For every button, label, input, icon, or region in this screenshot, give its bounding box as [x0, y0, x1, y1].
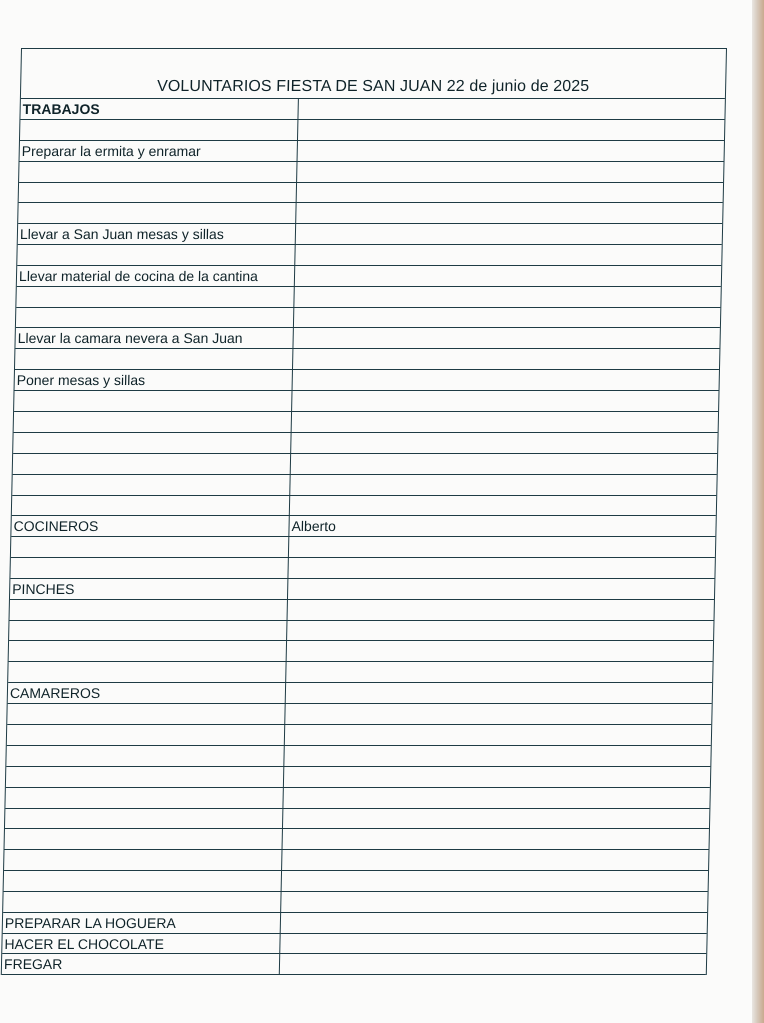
task-cell[interactable]: [14, 391, 292, 411]
volunteer-name-cell[interactable]: [283, 829, 709, 849]
task-cell[interactable]: [11, 537, 289, 557]
table-row: [17, 266, 721, 287]
task-cell[interactable]: TRABAJOS: [20, 99, 298, 119]
table-row: [14, 391, 718, 412]
document-title: VOLUNTARIOS FIESTA DE SAN JUAN 22 de junio de 2025: [156, 78, 590, 95]
volunteer-name-cell[interactable]: [285, 704, 711, 724]
table-row: [16, 308, 720, 329]
table-row: [5, 788, 709, 809]
task-cell[interactable]: CAMAREROS: [8, 683, 286, 703]
volunteer-name-cell[interactable]: [295, 266, 721, 286]
volunteer-name-cell[interactable]: [282, 850, 708, 870]
table-row: [19, 162, 723, 183]
table-row: [4, 871, 708, 892]
task-cell[interactable]: [17, 245, 295, 265]
task-cell[interactable]: PREPARAR LA HOGUERA: [3, 913, 281, 933]
title-row: [21, 49, 726, 99]
table-row: [13, 454, 717, 475]
task-cell[interactable]: [18, 203, 296, 223]
volunteer-name-cell[interactable]: [298, 141, 724, 161]
task-cell[interactable]: [4, 871, 282, 891]
table-row: [6, 746, 710, 767]
table-row: [6, 767, 710, 788]
volunteer-name-cell[interactable]: [296, 224, 722, 244]
task-cell[interactable]: [5, 829, 283, 849]
table-row: [5, 809, 709, 830]
task-cell[interactable]: [6, 746, 284, 766]
volunteer-name-cell[interactable]: [280, 934, 706, 954]
volunteer-name-cell[interactable]: [285, 725, 711, 745]
table-row: [13, 433, 717, 454]
task-cell[interactable]: FREGAR: [2, 954, 280, 974]
task-cell[interactable]: Llevar material de cocina de la cantina: [17, 266, 295, 286]
task-cell[interactable]: [12, 496, 290, 516]
volunteer-name-cell[interactable]: [280, 954, 706, 974]
table-row: [15, 349, 719, 370]
volunteer-name-cell[interactable]: [293, 349, 719, 369]
table-row: [16, 287, 720, 308]
table-row: [20, 141, 724, 162]
task-cell[interactable]: [7, 725, 285, 745]
volunteer-name-cell[interactable]: [294, 308, 720, 328]
volunteer-name-cell[interactable]: [297, 183, 723, 203]
table-row: [3, 892, 707, 913]
volunteer-name-cell[interactable]: [286, 662, 712, 682]
volunteer-name-cell[interactable]: [284, 767, 710, 787]
task-cell[interactable]: [16, 287, 294, 307]
table-row: [9, 641, 713, 662]
volunteer-name-cell[interactable]: [292, 391, 718, 411]
volunteer-name-cell[interactable]: [297, 162, 723, 182]
volunteer-name-cell[interactable]: [283, 788, 709, 808]
task-cell[interactable]: HACER EL CHOCOLATE: [2, 934, 280, 954]
table-body: [2, 99, 725, 975]
volunteer-name-cell[interactable]: [288, 579, 714, 599]
volunteer-name-cell[interactable]: [287, 641, 713, 661]
paper-edge-background: [752, 0, 764, 1023]
table-row: [4, 850, 708, 871]
table-row: [20, 120, 724, 141]
volunteer-name-cell[interactable]: [295, 245, 721, 265]
table-row: [20, 99, 724, 120]
volunteer-table: [1, 48, 727, 975]
task-cell[interactable]: PINCHES: [10, 579, 288, 599]
volunteer-name-cell[interactable]: [283, 809, 709, 829]
volunteer-name-cell[interactable]: [293, 370, 719, 390]
table-row: [11, 537, 715, 558]
table-row: [7, 704, 711, 725]
table-row: [8, 662, 712, 683]
volunteer-name-cell[interactable]: [291, 454, 717, 474]
table-row: [2, 934, 706, 955]
table-row: [2, 954, 706, 975]
table-row: [19, 183, 723, 204]
table-row: [12, 475, 716, 496]
task-cell[interactable]: [20, 120, 298, 140]
task-cell[interactable]: Poner mesas y sillas: [15, 370, 293, 390]
task-cell[interactable]: [19, 162, 297, 182]
task-cell[interactable]: [15, 349, 293, 369]
task-cell[interactable]: [9, 621, 287, 641]
table-row: [3, 913, 707, 934]
task-cell[interactable]: Llevar la camara nevera a San Juan: [15, 328, 293, 348]
volunteer-name-cell[interactable]: Alberto: [291, 518, 337, 535]
task-cell[interactable]: [19, 183, 297, 203]
task-cell[interactable]: [3, 892, 281, 912]
table-row: [18, 203, 722, 224]
task-cell[interactable]: [10, 600, 288, 620]
task-cell[interactable]: [8, 662, 286, 682]
volunteer-name-cell[interactable]: [281, 913, 707, 933]
task-cell[interactable]: [13, 433, 291, 453]
volunteer-name-cell[interactable]: [298, 99, 724, 119]
table-row: [4, 829, 708, 850]
task-cell[interactable]: [16, 308, 294, 328]
task-cell[interactable]: [12, 475, 290, 495]
volunteer-name-cell[interactable]: [292, 412, 718, 432]
table-row: [15, 370, 719, 391]
table-row: [10, 558, 714, 579]
volunteer-name-cell[interactable]: [281, 892, 707, 912]
volunteer-name-cell[interactable]: [288, 558, 714, 578]
table-row: [15, 328, 719, 349]
volunteer-name-cell[interactable]: [298, 120, 724, 140]
table-row: [18, 224, 722, 245]
volunteer-name-cell[interactable]: [288, 600, 714, 620]
table-row: [10, 600, 714, 621]
task-cell[interactable]: [9, 641, 287, 661]
volunteer-name-cell[interactable]: [289, 537, 715, 557]
volunteer-name-cell[interactable]: [294, 287, 720, 307]
task-cell[interactable]: [13, 454, 291, 474]
volunteer-name-cell[interactable]: [286, 683, 712, 703]
volunteer-name-cell[interactable]: [290, 496, 716, 516]
table-row: [12, 496, 716, 517]
task-cell[interactable]: [14, 412, 292, 432]
volunteer-name-cell[interactable]: [296, 203, 722, 223]
task-cell[interactable]: [5, 788, 283, 808]
task-cell[interactable]: [4, 850, 282, 870]
volunteer-name-cell[interactable]: [282, 871, 708, 891]
task-cell[interactable]: [7, 704, 285, 724]
task-cell[interactable]: [5, 809, 283, 829]
table-row: [10, 579, 714, 600]
task-cell[interactable]: [10, 558, 288, 578]
table-row: [17, 245, 721, 266]
table-row: [9, 621, 713, 642]
table-row: [8, 683, 712, 704]
table-row: [7, 725, 711, 746]
volunteer-name-cell[interactable]: [290, 475, 716, 495]
volunteer-name-cell[interactable]: [287, 621, 713, 641]
task-cell[interactable]: [6, 767, 284, 787]
task-cell[interactable]: Llevar a San Juan mesas y sillas: [18, 224, 296, 244]
volunteer-name-cell[interactable]: [293, 328, 719, 348]
table-row: [14, 412, 718, 433]
volunteer-name-cell[interactable]: [291, 433, 717, 453]
task-cell[interactable]: COCINEROS: [11, 516, 289, 536]
task-cell[interactable]: Preparar la ermita y enramar: [20, 141, 298, 161]
table-row: [11, 516, 715, 537]
volunteer-name-cell[interactable]: [284, 746, 710, 766]
